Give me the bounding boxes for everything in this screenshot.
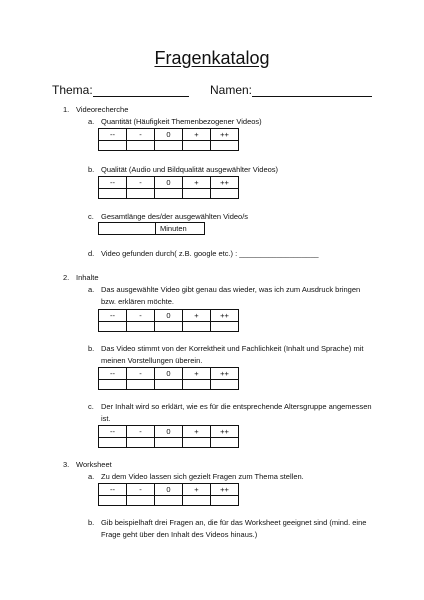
scale-option[interactable]: 0 <box>155 426 183 438</box>
thema-field[interactable] <box>52 83 189 97</box>
scale-cell[interactable] <box>211 141 239 151</box>
item-2a-text: Das ausgewählte Video gibt genau das wieder, was ich zum Ausdruck bringen bzw. erklären möchte. <box>101 285 361 306</box>
scale-cell[interactable] <box>183 380 211 390</box>
scale-cell[interactable] <box>211 438 239 448</box>
item-2b-letter: b. <box>88 344 95 353</box>
scale-option[interactable]: -- <box>99 368 127 380</box>
scale-option[interactable]: ++ <box>211 368 239 380</box>
scale-option[interactable]: - <box>127 129 155 141</box>
section-2-title: Inhalte <box>76 273 99 282</box>
section-3-number: 3. <box>63 460 70 469</box>
item-1a-letter: a. <box>88 117 95 126</box>
scale-option[interactable]: - <box>127 368 155 380</box>
namen-label: Namen: <box>210 83 253 97</box>
scale-cell[interactable] <box>127 496 155 506</box>
scale-option[interactable]: 0 <box>155 129 183 141</box>
scale-option[interactable]: 0 <box>155 177 183 189</box>
page-title: Fragenkatalog <box>154 48 270 68</box>
scale-option[interactable]: + <box>183 484 211 496</box>
scale-cell[interactable] <box>127 189 155 199</box>
scale-cell[interactable] <box>211 496 239 506</box>
scale-cell[interactable] <box>127 322 155 332</box>
section-3-title: Worksheet <box>76 460 112 469</box>
item-3b-text: Gib beispielhaft drei Fragen an, die für das Worksheet geeignet sind (mind. eine Frage geht über den Inhalt des Videos hinaus.) <box>101 518 367 539</box>
item-2a-letter: a. <box>88 285 95 294</box>
minutes-input[interactable] <box>99 223 156 235</box>
scale-cell[interactable] <box>183 438 211 448</box>
scale-option[interactable]: ++ <box>211 484 239 496</box>
thema-line[interactable] <box>93 84 189 97</box>
namen-line[interactable] <box>252 84 372 97</box>
section-1-number: 1. <box>63 105 70 114</box>
scale-cell[interactable] <box>155 380 183 390</box>
item-2c-text: Der Inhalt wird so erklärt, wie es für die entsprechende Altersgruppe angemessen ist. <box>101 402 372 423</box>
scale-cell[interactable] <box>99 322 127 332</box>
namen-field[interactable] <box>210 83 372 97</box>
scale-option[interactable]: - <box>127 310 155 322</box>
item-1a-text: Quantität (Häufigkeit Themenbezogener Videos) <box>101 117 262 126</box>
scale-cell[interactable] <box>99 189 127 199</box>
rating-scale-1b <box>98 176 239 199</box>
rating-scale-2c <box>98 425 239 448</box>
scale-cell[interactable] <box>155 496 183 506</box>
scale-cell[interactable] <box>211 189 239 199</box>
rating-scale-2b <box>98 367 239 390</box>
scale-option[interactable]: + <box>183 368 211 380</box>
scale-cell[interactable] <box>99 380 127 390</box>
rating-scale-2a <box>98 309 239 332</box>
item-1b-text: Qualität (Audio und Bildqualität ausgewählter Videos) <box>101 165 279 174</box>
minutes-box <box>98 222 205 235</box>
scale-cell[interactable] <box>155 189 183 199</box>
scale-option[interactable]: + <box>183 310 211 322</box>
scale-cell[interactable] <box>99 438 127 448</box>
scale-cell[interactable] <box>99 496 127 506</box>
scale-option[interactable]: -- <box>99 426 127 438</box>
item-1c-text: Gesamtlänge des/der ausgewählten Video/s <box>101 212 249 221</box>
rating-scale-1a <box>98 128 239 151</box>
scale-option[interactable]: 0 <box>155 484 183 496</box>
item-1c-letter: c. <box>88 212 94 221</box>
scale-option[interactable]: ++ <box>211 310 239 322</box>
scale-option[interactable]: + <box>183 426 211 438</box>
item-3a-text: Zu dem Video lassen sich gezielt Fragen zum Thema stellen. <box>101 472 304 481</box>
scale-option[interactable]: - <box>127 426 155 438</box>
scale-cell[interactable] <box>155 141 183 151</box>
scale-option[interactable]: -- <box>99 129 127 141</box>
item-3b-letter: b. <box>88 518 95 527</box>
minutes-label: Minuten <box>156 223 205 235</box>
scale-cell[interactable] <box>183 141 211 151</box>
scale-option[interactable]: + <box>183 177 211 189</box>
item-3a-letter: a. <box>88 472 95 481</box>
scale-cell[interactable] <box>183 496 211 506</box>
scale-option[interactable]: -- <box>99 484 127 496</box>
item-1d-text: Video gefunden durch( z.B. google etc.) : ___________________ <box>101 249 319 258</box>
section-1-title: Videorecherche <box>76 105 129 114</box>
scale-option[interactable]: -- <box>99 310 127 322</box>
scale-option[interactable]: 0 <box>155 368 183 380</box>
scale-cell[interactable] <box>155 438 183 448</box>
scale-cell[interactable] <box>127 438 155 448</box>
scale-cell[interactable] <box>183 189 211 199</box>
scale-cell[interactable] <box>211 322 239 332</box>
scale-cell[interactable] <box>211 380 239 390</box>
scale-cell[interactable] <box>99 141 127 151</box>
rating-scale-3a <box>98 483 239 506</box>
scale-option[interactable]: - <box>127 484 155 496</box>
scale-option[interactable]: + <box>183 129 211 141</box>
scale-cell[interactable] <box>183 322 211 332</box>
scale-option[interactable]: - <box>127 177 155 189</box>
item-2c-letter: c. <box>88 402 94 411</box>
scale-cell[interactable] <box>127 141 155 151</box>
scale-option[interactable]: -- <box>99 177 127 189</box>
scale-option[interactable]: ++ <box>211 177 239 189</box>
scale-option[interactable]: ++ <box>211 426 239 438</box>
item-1d-letter: d. <box>88 249 95 258</box>
section-2-number: 2. <box>63 273 70 282</box>
item-2b-text: Das Video stimmt von der Korrektheit und Fachlichkeit (Inhalt und Sprache) mit meinen Vorstellungen überein. <box>101 344 364 365</box>
scale-option[interactable]: 0 <box>155 310 183 322</box>
scale-cell[interactable] <box>155 322 183 332</box>
item-1b-letter: b. <box>88 165 95 174</box>
thema-label: Thema: <box>52 83 93 97</box>
scale-option[interactable]: ++ <box>211 129 239 141</box>
scale-cell[interactable] <box>127 380 155 390</box>
